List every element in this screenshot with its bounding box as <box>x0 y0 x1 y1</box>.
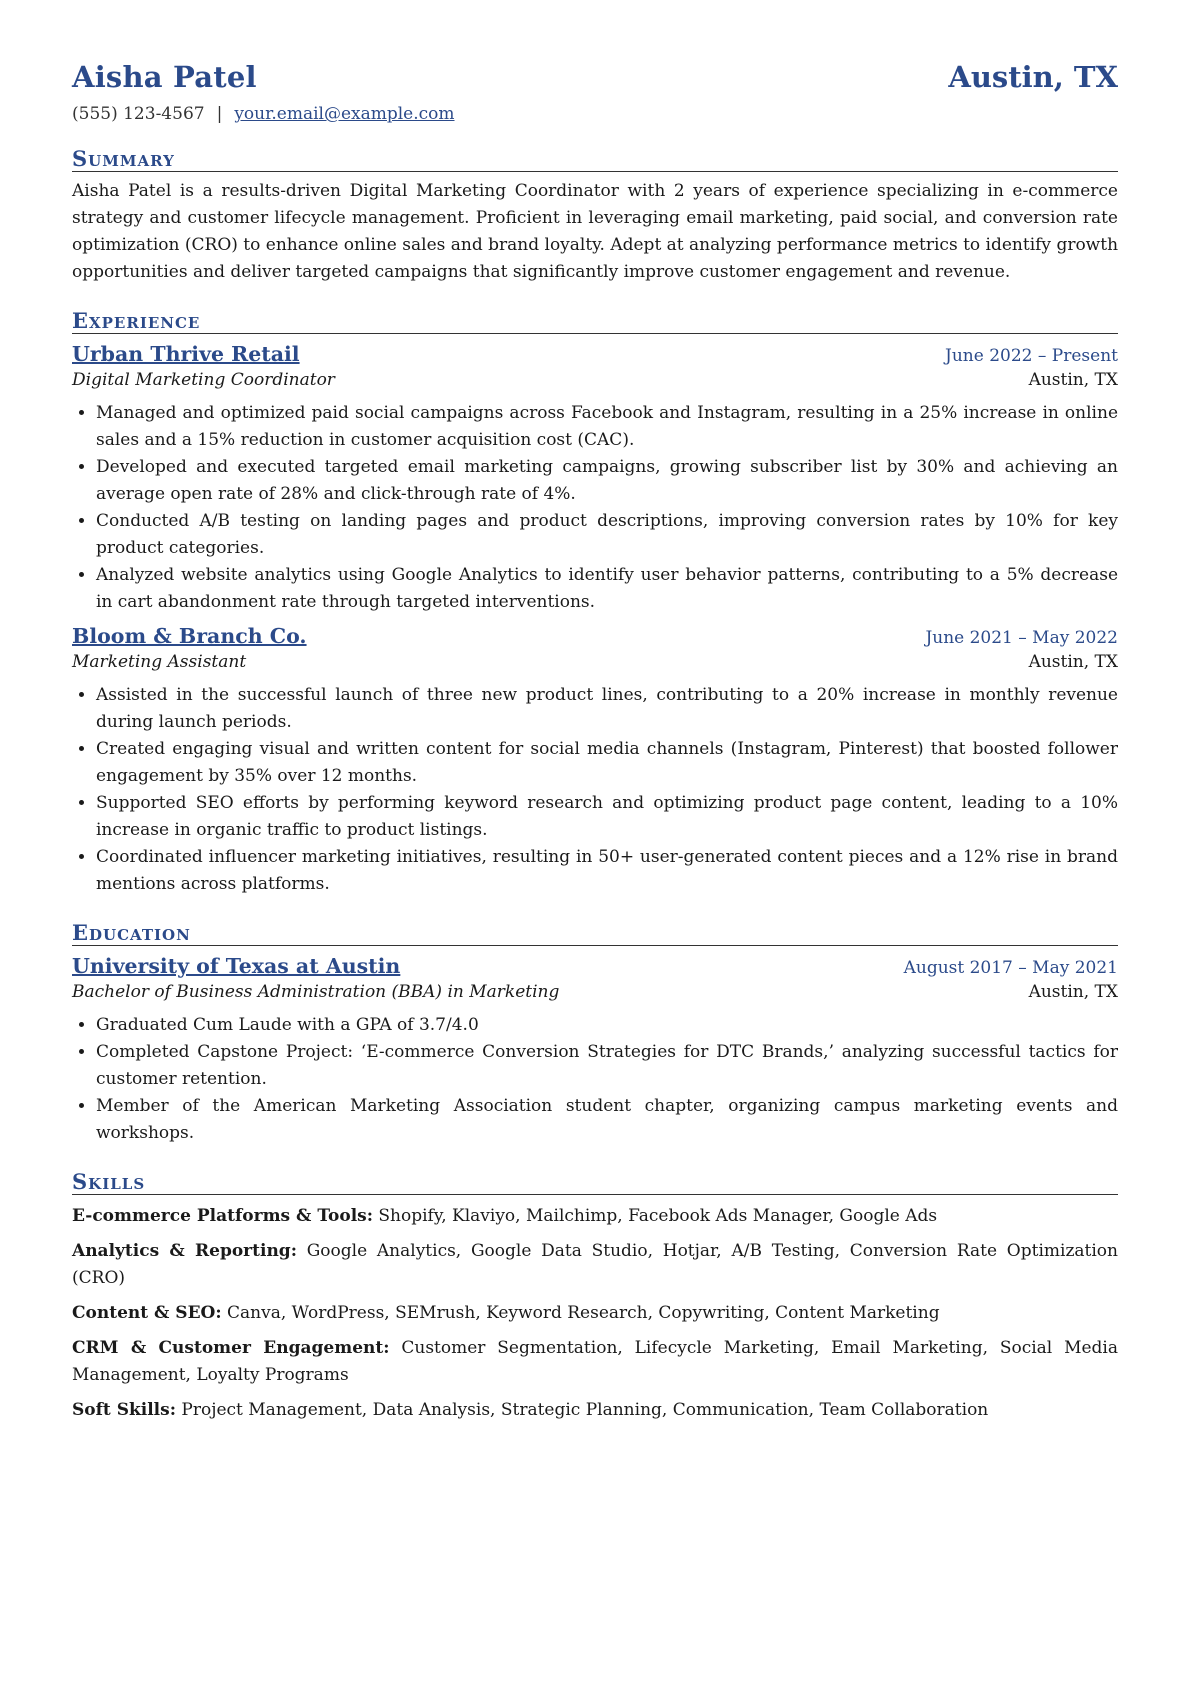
bullet-item: • Conducted A/B testing on landing pages and product descriptions, improving conversion rates by 10% for key product categories. <box>96 508 1118 562</box>
skill-label: CRM & Customer Engagement: <box>72 1338 390 1358</box>
job-bullets <box>72 682 1118 898</box>
bullet-item: • Developed and executed targeted email marketing campaigns, growing subscriber list by 30% and achieving an average open rate of 28% and click-through rate of 4%. <box>96 454 1118 508</box>
bullet-item: • Supported SEO efforts by performing keyword research and optimizing product page content, leading to a 10% increase in organic traffic to product listings. <box>96 790 1118 844</box>
experience-entry <box>72 342 1118 616</box>
header-location: Austin, TX <box>948 60 1118 94</box>
job-bullets <box>72 400 1118 616</box>
skill-value: Google Analytics, Google Data Studio, Hotjar, A/B Testing, Conversion Rate Optimization (CRO) <box>72 1241 1118 1288</box>
skill-label: Content & SEO: <box>72 1303 222 1323</box>
bullet-item: • Created engaging visual and written content for social media channels (Instagram, Pinterest) that boosted follower engagement by 35% over 12 months. <box>96 736 1118 790</box>
job-title: Digital Marketing Coordinator <box>72 370 335 390</box>
summary-text: Aisha Patel is a results-driven Digital Marketing Coordinator with 2 years of experience specializing in e-commerce strategy and customer lifecycle management. Proficient in leveraging email marketing, paid social, and conversion rate optimization (CRO) to enhance online sales and brand loyalty. Adept at analyzing performance metrics to identify growth opportunities and deliver targeted campaigns that significantly improve customer engagement and revenue. <box>72 181 1119 282</box>
contact-separator: | <box>216 104 223 124</box>
bullet-item: • Member of the American Marketing Association student chapter, organizing campus marketing events and workshops. <box>96 1093 1118 1147</box>
job-location: Austin, TX <box>1028 370 1118 390</box>
bullet-item: • Coordinated influencer marketing initiatives, resulting in 50+ user-generated content pieces and a 12% rise in brand mentions across platforms. <box>96 844 1118 898</box>
skill-value: Customer Segmentation, Lifecycle Marketing, Email Marketing, Social Media Management, Loyalty Programs <box>72 1338 1118 1385</box>
bullet-item: • Managed and optimized paid social campaigns across Facebook and Instagram, resulting in a 25% increase in online sales and a 15% reduction in customer acquisition cost (CAC). <box>96 400 1118 454</box>
section-title-education: Education <box>72 920 1118 946</box>
education-bullets <box>72 1012 1118 1147</box>
skill-label: E-commerce Platforms & Tools: <box>72 1206 373 1226</box>
job-title: Marketing Assistant <box>72 652 247 672</box>
employer-name[interactable]: Bloom & Branch Co. <box>72 624 307 648</box>
skill-label: Analytics & Reporting: <box>72 1241 297 1261</box>
education-dates: August 2017 – May 2021 <box>903 958 1118 978</box>
skill-line <box>72 1238 1118 1292</box>
skill-line <box>72 1300 1118 1327</box>
experience-entry <box>72 624 1118 898</box>
skill-line <box>72 1203 1118 1230</box>
bullet-item: • Assisted in the successful launch of three new product lines, contributing to a 20% increase in monthly revenue during launch periods. <box>96 682 1118 736</box>
skill-value: Canva, WordPress, SEMrush, Keyword Research, Copywriting, Content Marketing <box>227 1303 940 1323</box>
employer-name[interactable]: Urban Thrive Retail <box>72 342 300 366</box>
school-location: Austin, TX <box>1028 982 1118 1002</box>
resume-header <box>72 60 1118 94</box>
bullet-item: • Completed Capstone Project: ‘E-commerce Conversion Strategies for DTC Brands,’ analyzing successful tactics for customer retention. <box>96 1039 1118 1093</box>
email-link[interactable]: your.email@example.com <box>234 104 455 124</box>
skill-line <box>72 1335 1118 1389</box>
section-title-skills: Skills <box>72 1169 1118 1195</box>
bullet-item: • Analyzed website analytics using Google Analytics to identify user behavior patterns, contributing to a 5% decrease in cart abandonment rate through targeted interventions. <box>96 562 1118 616</box>
bullet-item: • Graduated Cum Laude with a GPA of 3.7/4.0 <box>96 1012 1118 1039</box>
skill-label: Soft Skills: <box>72 1400 176 1420</box>
phone-number: (555) 123-4567 <box>72 104 205 124</box>
section-title-experience: Experience <box>72 308 1118 334</box>
job-location: Austin, TX <box>1028 652 1118 672</box>
degree-title: Bachelor of Business Administration (BBA) in Marketing <box>72 982 560 1002</box>
employment-dates: June 2021 – May 2022 <box>925 628 1118 648</box>
school-name[interactable]: University of Texas at Austin <box>72 954 401 978</box>
education-entry <box>72 954 1118 1147</box>
employment-dates: June 2022 – Present <box>945 346 1118 366</box>
skill-value: Project Management, Data Analysis, Strategic Planning, Communication, Team Collaboration <box>181 1400 989 1420</box>
skill-value: Shopify, Klaviyo, Mailchimp, Facebook Ads Manager, Google Ads <box>378 1206 938 1226</box>
contact-line <box>72 104 1118 124</box>
skill-line <box>72 1397 1118 1424</box>
candidate-name: Aisha Patel <box>72 60 257 94</box>
section-title-summary: Summary <box>72 146 1118 172</box>
